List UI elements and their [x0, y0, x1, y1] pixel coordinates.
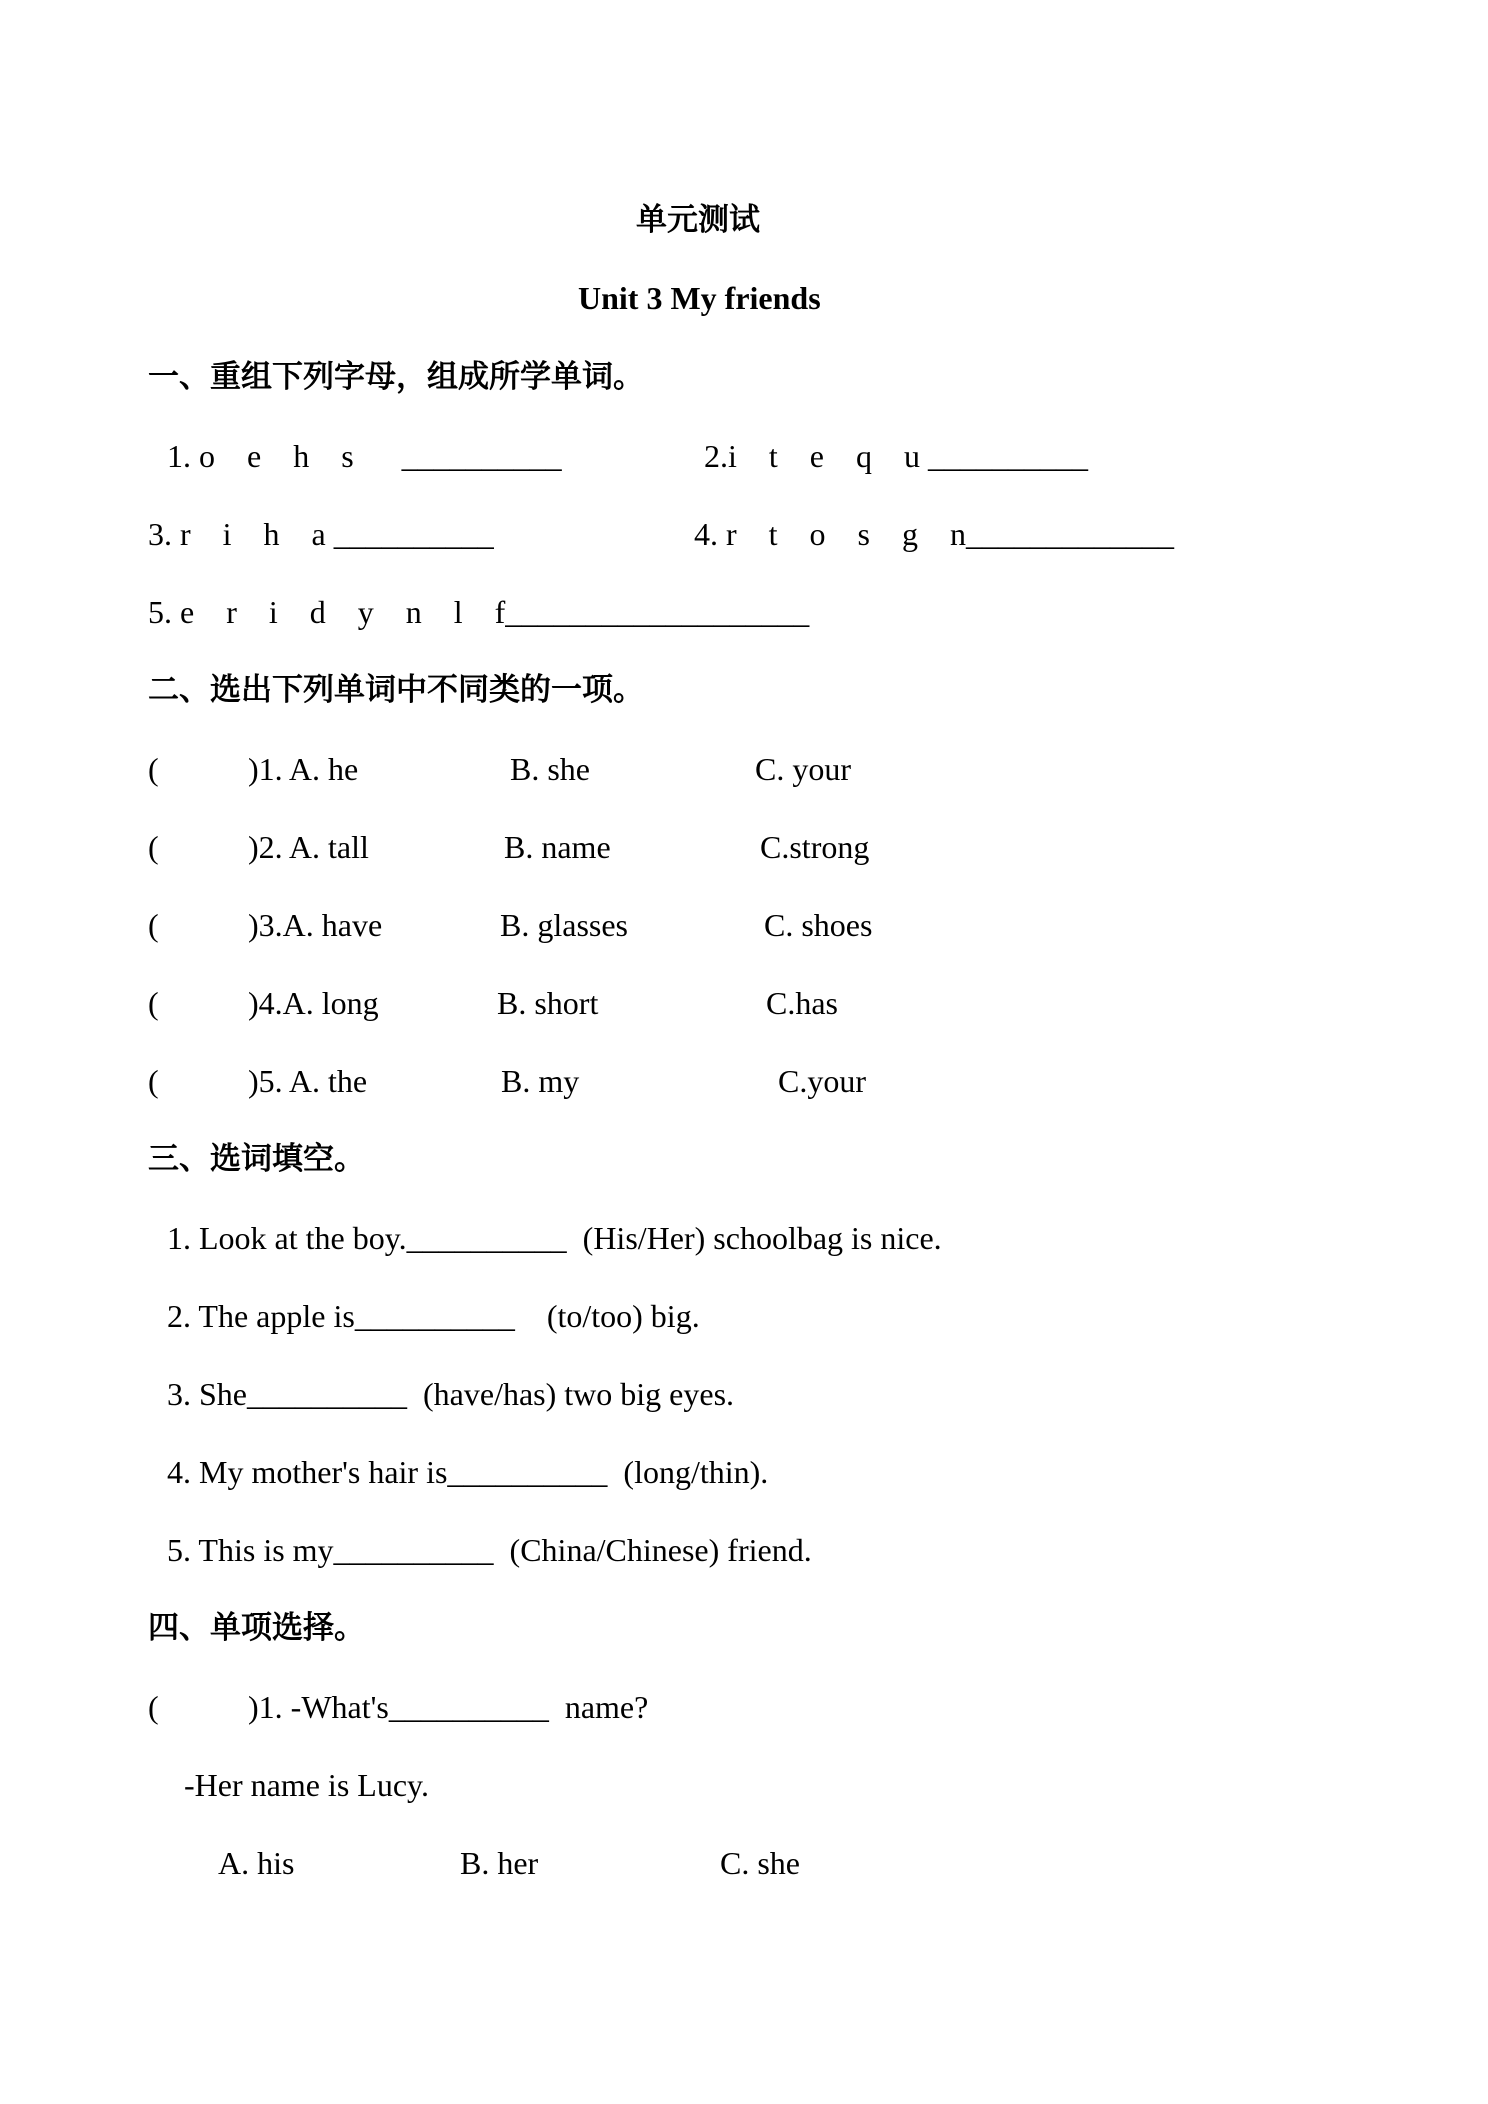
s2-row-4-a: )4.A. long: [248, 985, 379, 1021]
s3-item-3: 3. She__________ (have/has) two big eyes.: [167, 1376, 735, 1412]
s2-paren: (: [148, 907, 159, 943]
s3-item-1: 1. Look at the boy.__________ (His/Her) schoolbag is nice.: [167, 1220, 942, 1256]
s1-item-3: 3. r i h a __________: [148, 516, 494, 552]
s2-row-5-c: C.your: [778, 1063, 866, 1099]
s2-row-4-b: B. short: [497, 985, 599, 1021]
s2-row-3-c: C. shoes: [764, 907, 873, 943]
s3-item-4: 4. My mother's hair is__________ (long/thin).: [167, 1454, 769, 1490]
s1-item-2: 2.i t e q u __________: [704, 438, 1088, 474]
s1-item-4: 4. r t o s g n_____________: [694, 516, 1174, 552]
s2-row-2-b: B. name: [504, 829, 611, 865]
s1-item-5: 5. e r i d y n l f___________________: [148, 594, 810, 630]
s4-q1-option-c: C. she: [720, 1845, 800, 1881]
section-2-heading: 二、选出下列单词中不同类的一项。: [148, 672, 644, 708]
s2-row-5-a: )5. A. the: [248, 1063, 368, 1099]
s2-paren: (: [148, 829, 159, 865]
section-1-heading: 一、重组下列字母，组成所学单词。: [148, 359, 644, 395]
s4-q1: )1. -What's__________ name?: [248, 1689, 649, 1725]
s2-row-2-c: C.strong: [760, 829, 870, 865]
s4-q1-option-a: A. his: [218, 1845, 295, 1881]
s2-paren: (: [148, 985, 159, 1021]
s2-paren: (: [148, 1063, 159, 1099]
s3-item-2: 2. The apple is__________ (to/too) big.: [167, 1298, 700, 1334]
section-4-heading: 四、单项选择。: [148, 1610, 365, 1646]
s2-row-5-b: B. my: [501, 1063, 580, 1099]
s3-item-5: 5. This is my__________ (China/Chinese) friend.: [167, 1532, 812, 1568]
s2-row-2-a: )2. A. tall: [248, 829, 369, 865]
s2-row-1-a: )1. A. he: [248, 751, 359, 787]
s2-row-3-b: B. glasses: [500, 907, 628, 943]
s4-paren: (: [148, 1689, 159, 1725]
s2-row-4-c: C.has: [766, 985, 838, 1021]
s2-paren: (: [148, 751, 159, 787]
section-3-heading: 三、选词填空。: [148, 1141, 365, 1177]
page-title-en: Unit 3 My friends: [578, 280, 821, 316]
s4-q1-answer: -Her name is Lucy.: [184, 1767, 429, 1803]
s4-q1-option-b: B. her: [460, 1845, 539, 1881]
s2-row-3-a: )3.A. have: [248, 907, 383, 943]
page-title-cn: 单元测试: [636, 202, 760, 238]
s1-item-1: 1. o e h s __________: [167, 438, 562, 474]
s2-row-1-c: C. your: [755, 751, 851, 787]
s2-row-1-b: B. she: [510, 751, 590, 787]
